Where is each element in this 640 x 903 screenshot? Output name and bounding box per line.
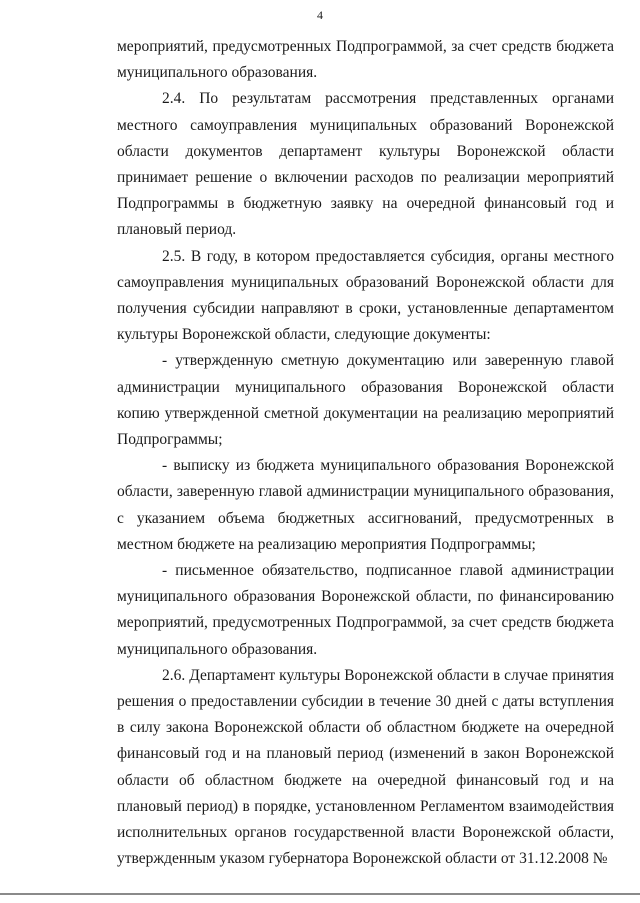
document-body bbox=[117, 34, 614, 873]
paragraph-section-2-4: 2.4. По результатам рассмотрения представленных органами местного самоуправления муниципальных образований Воронежской области документов департамент культуры Воронежской области принимает решение о включении расходов по реализации мероприятий Подпрограммы в бюджетную заявку на очередной финансовый год и плановый период. bbox=[117, 90, 614, 239]
list-item-written-obligation: - письменное обязательство, подписанное главой администрации муниципального образования Воронежской области, по финансированию мероприятий, предусмотренных Подпрограммой, за счет средств бюджета муниципального образования. bbox=[117, 562, 614, 658]
list-item-budget-extract: - выписку из бюджета муниципального образования Воронежской области, заверенную главой администрации муниципального образования, с указанием объема бюджетных ассигнований, предусмотренных в местном бюджете на реализацию мероприятия Подпрограммы; bbox=[117, 457, 614, 553]
paragraph-section-2-5: 2.5. В году, в котором предоставляется субсидия, органы местного самоуправления муниципальных образований Воронежской области для получения субсидии направляют в сроки, установленные департаментом культуры Воронежской области, следующие документы: bbox=[117, 247, 614, 344]
page-bottom-divider bbox=[0, 893, 640, 895]
page-number: 4 bbox=[317, 8, 323, 22]
paragraph-continuation: мероприятий, предусмотренных Подпрограммой, за счет средств бюджета муниципального образования. bbox=[117, 38, 614, 82]
paragraph-section-2-6: 2.6. Департамент культуры Воронежской области в случае принятия решения о предоставлении субсидии в течение 30 дней с даты вступления в силу закона Воронежской области об областном бюджете на очередной финансовый год и на плановый период (изменений в закон Воронежской области об областном бюджете на очередной финансовый год и на плановый период) в порядке, установленном Регламентом взаимодействия исполнительных органов государственной власти Воронежской области, утвержденным указом губернатора Воронежской области от 31.12.2008 № bbox=[117, 666, 614, 868]
list-item-documentation: - утвержденную сметную документацию или заверенную главой администрации муниципального образования Воронежской области копию утвержденной сметной документации на реализацию мероприятий Подпрограммы; bbox=[117, 352, 614, 449]
